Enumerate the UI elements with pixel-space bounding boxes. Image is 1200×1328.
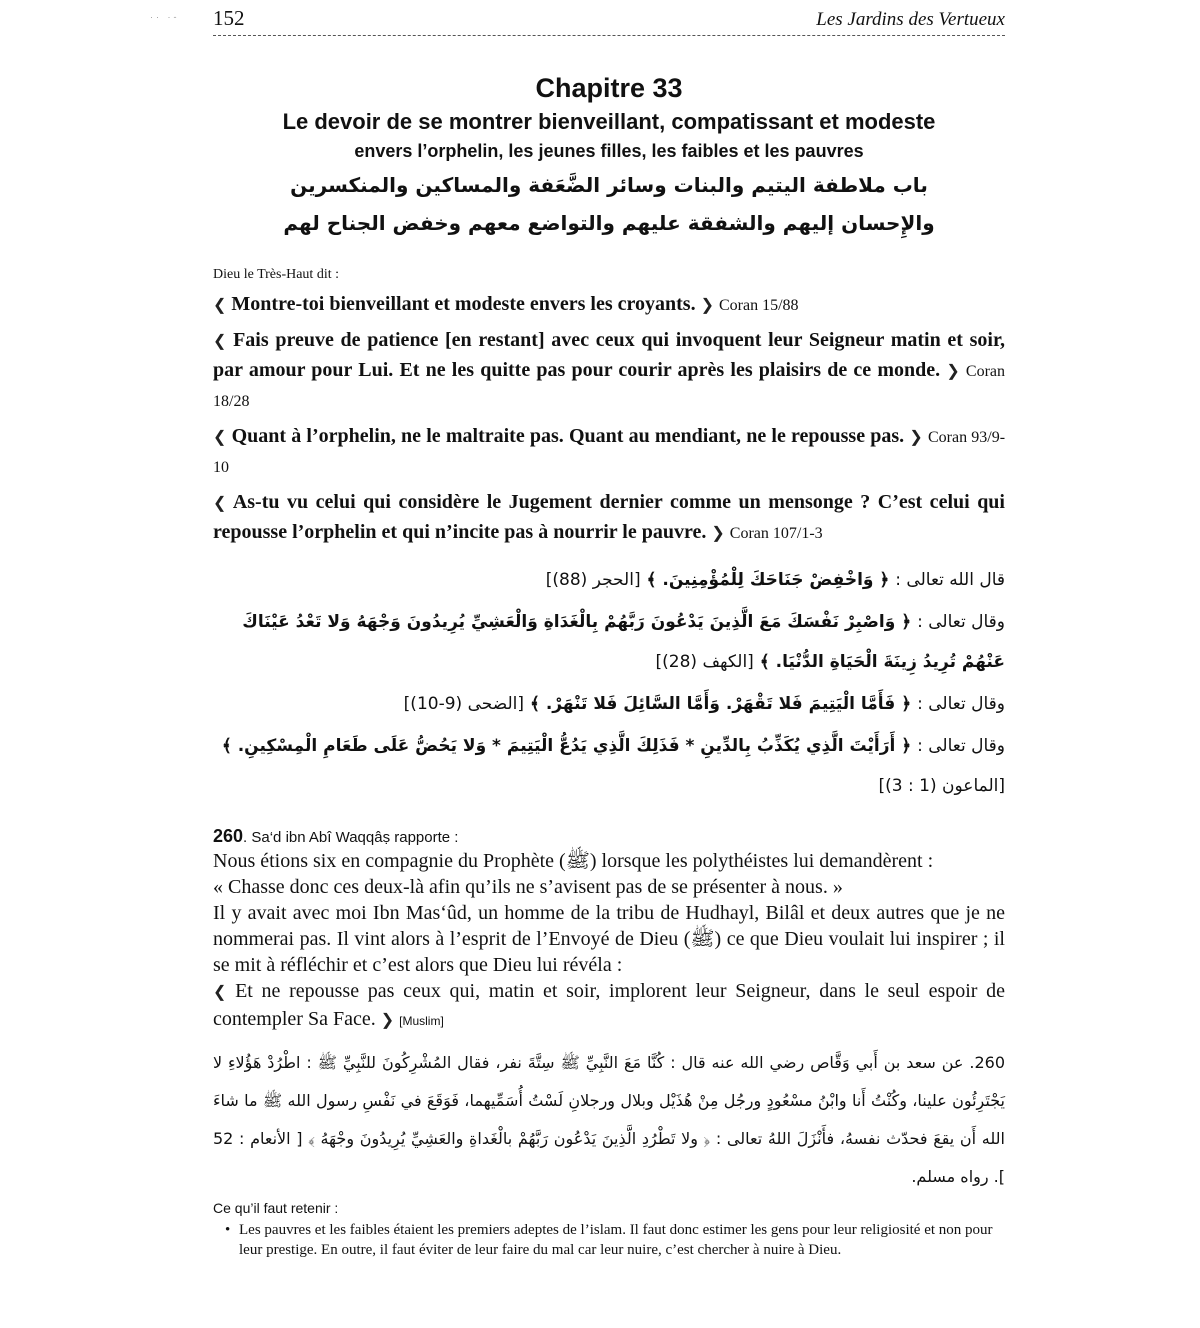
running-head (213, 0, 1005, 36)
arabic-verse-intro: وقال تعالى : (917, 612, 1005, 632)
chapter-number: Chapitre 33 (535, 73, 683, 103)
book-page (213, 0, 1005, 1260)
verse-text: Montre-toi bienveillant et modeste envers les croyants. (231, 293, 696, 315)
hadith-paragraph: Il y avait avec moi Ibn Mas‘ûd, un homme de la tribu de Hudhayl, Bilâl et deux autres que je ne nommerai pas. Il vint alors à l’esprit de l’Envoyé de Dieu (ﷺ) ce que Dieu voulait lui inspirer ; il se mit à réfléchir et c’est alors que Dieu lui révéla : (213, 902, 1005, 976)
arabic-verse-reference: [الكهف (28)] (655, 652, 754, 672)
arabic-verse (213, 602, 1005, 682)
arabic-verse-text: ﴿ أَرَأَيْتَ الَّذِي يُكَذِّبُ بِالدِّينِ * فَذَلِكَ الَّذِي يَدُعُّ الْيَتِيمَ * وَلا يَحُضُّ عَلَى طَعَامِ الْمِسْكِينِ. ﴾ (221, 736, 912, 756)
ornamental-bracket-open-icon: ❮ (213, 429, 227, 446)
hadith-paragraph: Nous étions six en compagnie du Prophète (ﷺ) lorsque les polythéistes lui demandèrent : (213, 850, 934, 872)
arabic-verse-intro: قال الله تعالى : (895, 570, 1005, 590)
ornamental-bracket-open-icon: ❮ (213, 333, 227, 350)
ornamental-bracket-close-icon: ❯ (380, 1012, 395, 1029)
verse-reference: Coran 18/28 (213, 363, 1006, 410)
verse-reference: Coran 93/9-10 (213, 429, 1006, 476)
arabic-chapter-title-line-1: باب ملاطفة اليتيم والبنات وسائر الضَّعَفة والمساكين والمنكسرين (290, 173, 928, 197)
hadith-number: 260 (213, 826, 244, 846)
book-title: Les Jardins des Vertueux (816, 9, 1005, 30)
hadith-source: [Muslim] (399, 1014, 444, 1028)
arabic-verse-text: ﴿ وَاخْفِضْ جَنَاحَكَ لِلْمُؤْمِنِينَ. ﴾ (646, 570, 890, 590)
verse-text: As-tu vu celui qui considère le Jugement dernier comme un mensonge ? C’est celui qui repousse l’orphelin et qui n’incite pas à nourrir le pauvre. (213, 491, 1005, 543)
hadith-body (213, 848, 1005, 1034)
hadith-paragraph: « Chasse donc ces deux-là afin qu’ils ne s’avisent pas de se présenter à nous. » (213, 876, 843, 898)
arabic-verse (213, 682, 1005, 726)
verse-text: Fais preuve de patience [en restant] avec ceux qui invoquent leur Seigneur matin et soir, par amour pour Lui. Et ne les quitte pas pour courir après les plaisirs de ce monde. (213, 329, 1006, 381)
retain-list (213, 1220, 1005, 1260)
intro-label: Dieu le Très-Haut dit : (213, 267, 339, 282)
verse (213, 488, 1005, 548)
hadith-final-verse (213, 978, 1005, 1034)
ornamental-bracket-close-icon: ❯ (909, 429, 923, 446)
chapter-heading (213, 72, 1005, 164)
ornamental-bracket-open-icon: ❮ (213, 495, 227, 512)
arabic-verse-intro: وقال تعالى : (917, 694, 1005, 714)
arabic-verse (213, 726, 1005, 806)
arabic-verse-intro: وقال تعالى : (917, 736, 1005, 756)
margin-mark: ·· ·- (150, 12, 180, 22)
verse (213, 290, 1005, 320)
hadith-heading (213, 826, 1005, 848)
ornamental-bracket-open-icon: ❮ (213, 297, 227, 314)
ornamental-bracket-open-icon: ❮ (213, 984, 227, 1001)
arabic-verse-reference: [الضحى (9-10)] (403, 694, 525, 714)
arabic-verse (213, 558, 1005, 602)
hadith-narrator: . Sa‘d ibn Abî Waqqâṣ rapporte : (243, 829, 459, 846)
hadith-verse-text: Et ne repousse pas ceux qui, matin et soir, implorent leur Seigneur, dans le seul espoir de contempler Sa Face. (213, 980, 1006, 1030)
arabic-verse-reference: [الماعون (1 : 3)] (878, 776, 1005, 796)
page-number: 152 (213, 6, 245, 30)
verse-text: Quant à l’orphelin, ne le maltraite pas. Quant au mendiant, ne le repousse pas. (231, 425, 905, 447)
ornamental-bracket-close-icon: ❯ (700, 297, 714, 314)
arabic-hadith-text: 260. عن سعد بن أَبي وَقَّاص رضي الله عنه قال : كُنَّا مَعَ النَّبِيِّ ﷺ سِتَّةَ نفر، فقال المُشْرِكُونَ للنَّبِيِّ ﷺ : اطْرُدْ هَؤُلاءِ لا يَجْتَرِئُون علينا، وكُنْتُ أَنا وابْنُ مسْعُودٍ ورجُل مِنْ هُذَيْل وبلال ورجلانِ لَسْتُ أُسَمِّيهما، فَوَقَعَ في نَفْسِ رسول الله ﷺ ما شاءَ الله أَن يقعَ فحدّث نفسهُ، فأَنْزَلَ اللهُ تعالى : ﴿ ولا تَطْرُدِ الَّذِينَ يَدْعُون رَبَّهُمْ بالْغَداةِ والعَشِيِّ يُرِيدُونَ وجْهَهُ ﴾ [ الأنعام : 52 ]. رواه مسلم. (213, 1053, 1005, 1186)
chapter-subtitle: envers l’orphelin, les jeunes filles, les faibles et les pauvres (354, 141, 864, 161)
retain-label: Ce qu’il faut retenir : (213, 1200, 339, 1216)
verse-reference: Coran 15/88 (718, 297, 799, 314)
arabic-verse-text: ﴿ وَاصْبِرْ نَفْسَكَ مَعَ الَّذِينَ يَدْعُونَ رَبَّهُمْ بِالْغَدَاةِ وَالْعَشِيِّ يُرِيدُونَ وَجْهَهُ وَلا تَعْدُ عَيْنَاكَ عَنْهُمْ تُرِيدُ زِينَةَ الْحَيَاةِ الدُّنْيَا. ﴾ (242, 612, 1005, 672)
arabic-verse-text: ﴿ فَأَمَّا الْيَتِيمَ فَلا تَقْهَرْ. وَأَمَّا السَّائِلَ فَلا تَنْهَرْ. ﴾ (529, 694, 912, 714)
arabic-verse-reference: [الحجر (88)] (545, 570, 641, 590)
retain-item: • Les pauvres et les faibles étaient les premiers adeptes de l’islam. Il faut donc estimer les gens pour leur religiosité et non pour leur prestige. En outre, il faut éviter de leur faire du mal car leur nuire, c’est chercher à nuire à Dieu. (225, 1220, 1005, 1260)
arabic-verses (213, 558, 1005, 806)
verse (213, 422, 1005, 482)
ornamental-bracket-close-icon: ❯ (711, 525, 725, 542)
ornamental-bracket-close-icon: ❯ (946, 363, 960, 380)
arabic-chapter-title-line-2: والإِحسان إليهم والشفقة عليهم والتواضع معهم وخفض الجناح لهم (283, 211, 935, 235)
verse-reference: Coran 107/1-3 (729, 525, 823, 542)
verse (213, 326, 1005, 416)
chapter-title: Le devoir de se montrer bienveillant, compatissant et modeste (282, 109, 936, 134)
